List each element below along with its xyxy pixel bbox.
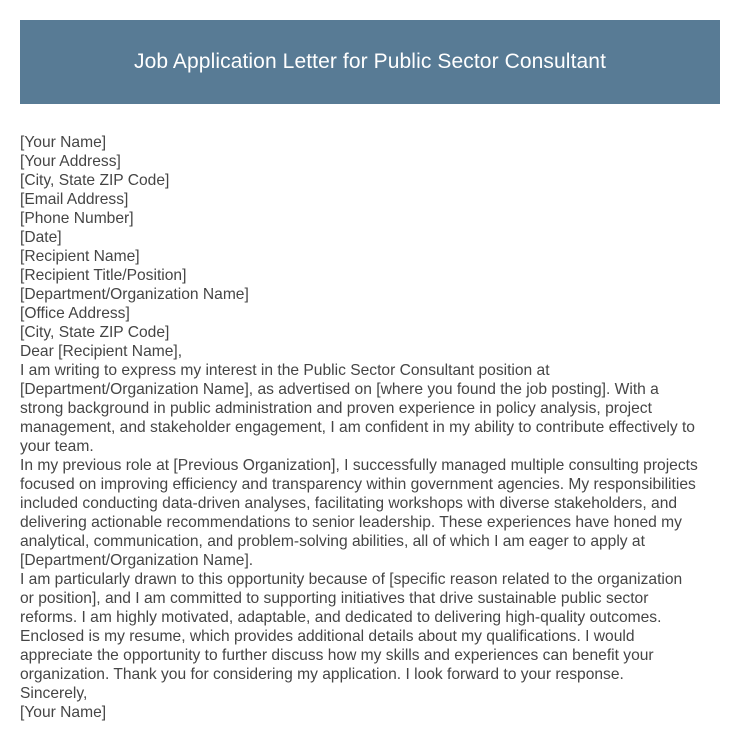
page-header bbox=[20, 20, 720, 104]
letter-date: [Date] bbox=[20, 229, 62, 246]
paragraph-line: [Department/Organization Name], as advertised on [where you found the job posting]. With a bbox=[20, 381, 659, 398]
recipient-city-state-zip: [City, State ZIP Code] bbox=[20, 324, 170, 341]
paragraph-line: included conducting data-driven analyses, facilitating workshops with diverse stakeholders, and bbox=[20, 495, 678, 512]
paragraph-line: or position], and I am committed to supporting initiatives that drive sustainable public sector bbox=[20, 590, 649, 607]
recipient-block bbox=[20, 247, 722, 342]
paragraph-line: your team. bbox=[20, 438, 94, 455]
paragraph-line: strong background in public administration and proven experience in policy analysis, project bbox=[20, 400, 652, 417]
sender-city-state-zip: [City, State ZIP Code] bbox=[20, 172, 170, 189]
sender-name: [Your Name] bbox=[20, 134, 107, 151]
paragraph-line: focused on improving efficiency and transparency within government agencies. My responsibilities bbox=[20, 476, 696, 493]
page-title: Job Application Letter for Public Sector Consultant bbox=[133, 50, 607, 73]
paragraph-line: organization. Thank you for considering my application. I look forward to your response. bbox=[20, 666, 624, 683]
paragraph-line: I am writing to express my interest in the Public Sector Consultant position at bbox=[20, 362, 550, 379]
recipient-organization: [Department/Organization Name] bbox=[20, 286, 249, 303]
paragraph-line: management, and stakeholder engagement, I am confident in my ability to contribute effectively to bbox=[20, 419, 695, 436]
sender-phone: [Phone Number] bbox=[20, 210, 134, 227]
paragraph-experience bbox=[20, 456, 722, 570]
paragraph-line: analytical, communication, and problem-solving abilities, all of which I am eager to apply at bbox=[20, 533, 645, 550]
sender-address: [Your Address] bbox=[20, 153, 121, 170]
paragraph-line: Enclosed is my resume, which provides additional details about my qualifications. I would bbox=[20, 628, 635, 645]
closing: Sincerely, bbox=[20, 685, 88, 702]
paragraph-line: appreciate the opportunity to further discuss how my skills and experiences can benefit your bbox=[20, 647, 654, 664]
sender-email: [Email Address] bbox=[20, 191, 129, 208]
paragraph-motivation bbox=[20, 570, 722, 684]
recipient-name: [Recipient Name] bbox=[20, 248, 140, 265]
paragraph-line: [Department/Organization Name]. bbox=[20, 552, 254, 569]
recipient-title: [Recipient Title/Position] bbox=[20, 267, 187, 284]
salutation: Dear [Recipient Name], bbox=[20, 343, 183, 360]
paragraph-line: delivering actionable recommendations to senior leadership. These experiences have honed my bbox=[20, 514, 682, 531]
letter-body bbox=[20, 133, 722, 722]
paragraph-line: reforms. I am highly motivated, adaptable, and dedicated to delivering high-quality outcomes. bbox=[20, 609, 662, 626]
paragraph-line: In my previous role at [Previous Organization], I successfully managed multiple consulting projects bbox=[20, 457, 698, 474]
sender-block bbox=[20, 133, 722, 247]
signature: [Your Name] bbox=[20, 704, 107, 721]
paragraph-line: I am particularly drawn to this opportunity because of [specific reason related to the organization bbox=[20, 571, 683, 588]
recipient-address: [Office Address] bbox=[20, 305, 130, 322]
paragraph-introduction bbox=[20, 361, 722, 456]
